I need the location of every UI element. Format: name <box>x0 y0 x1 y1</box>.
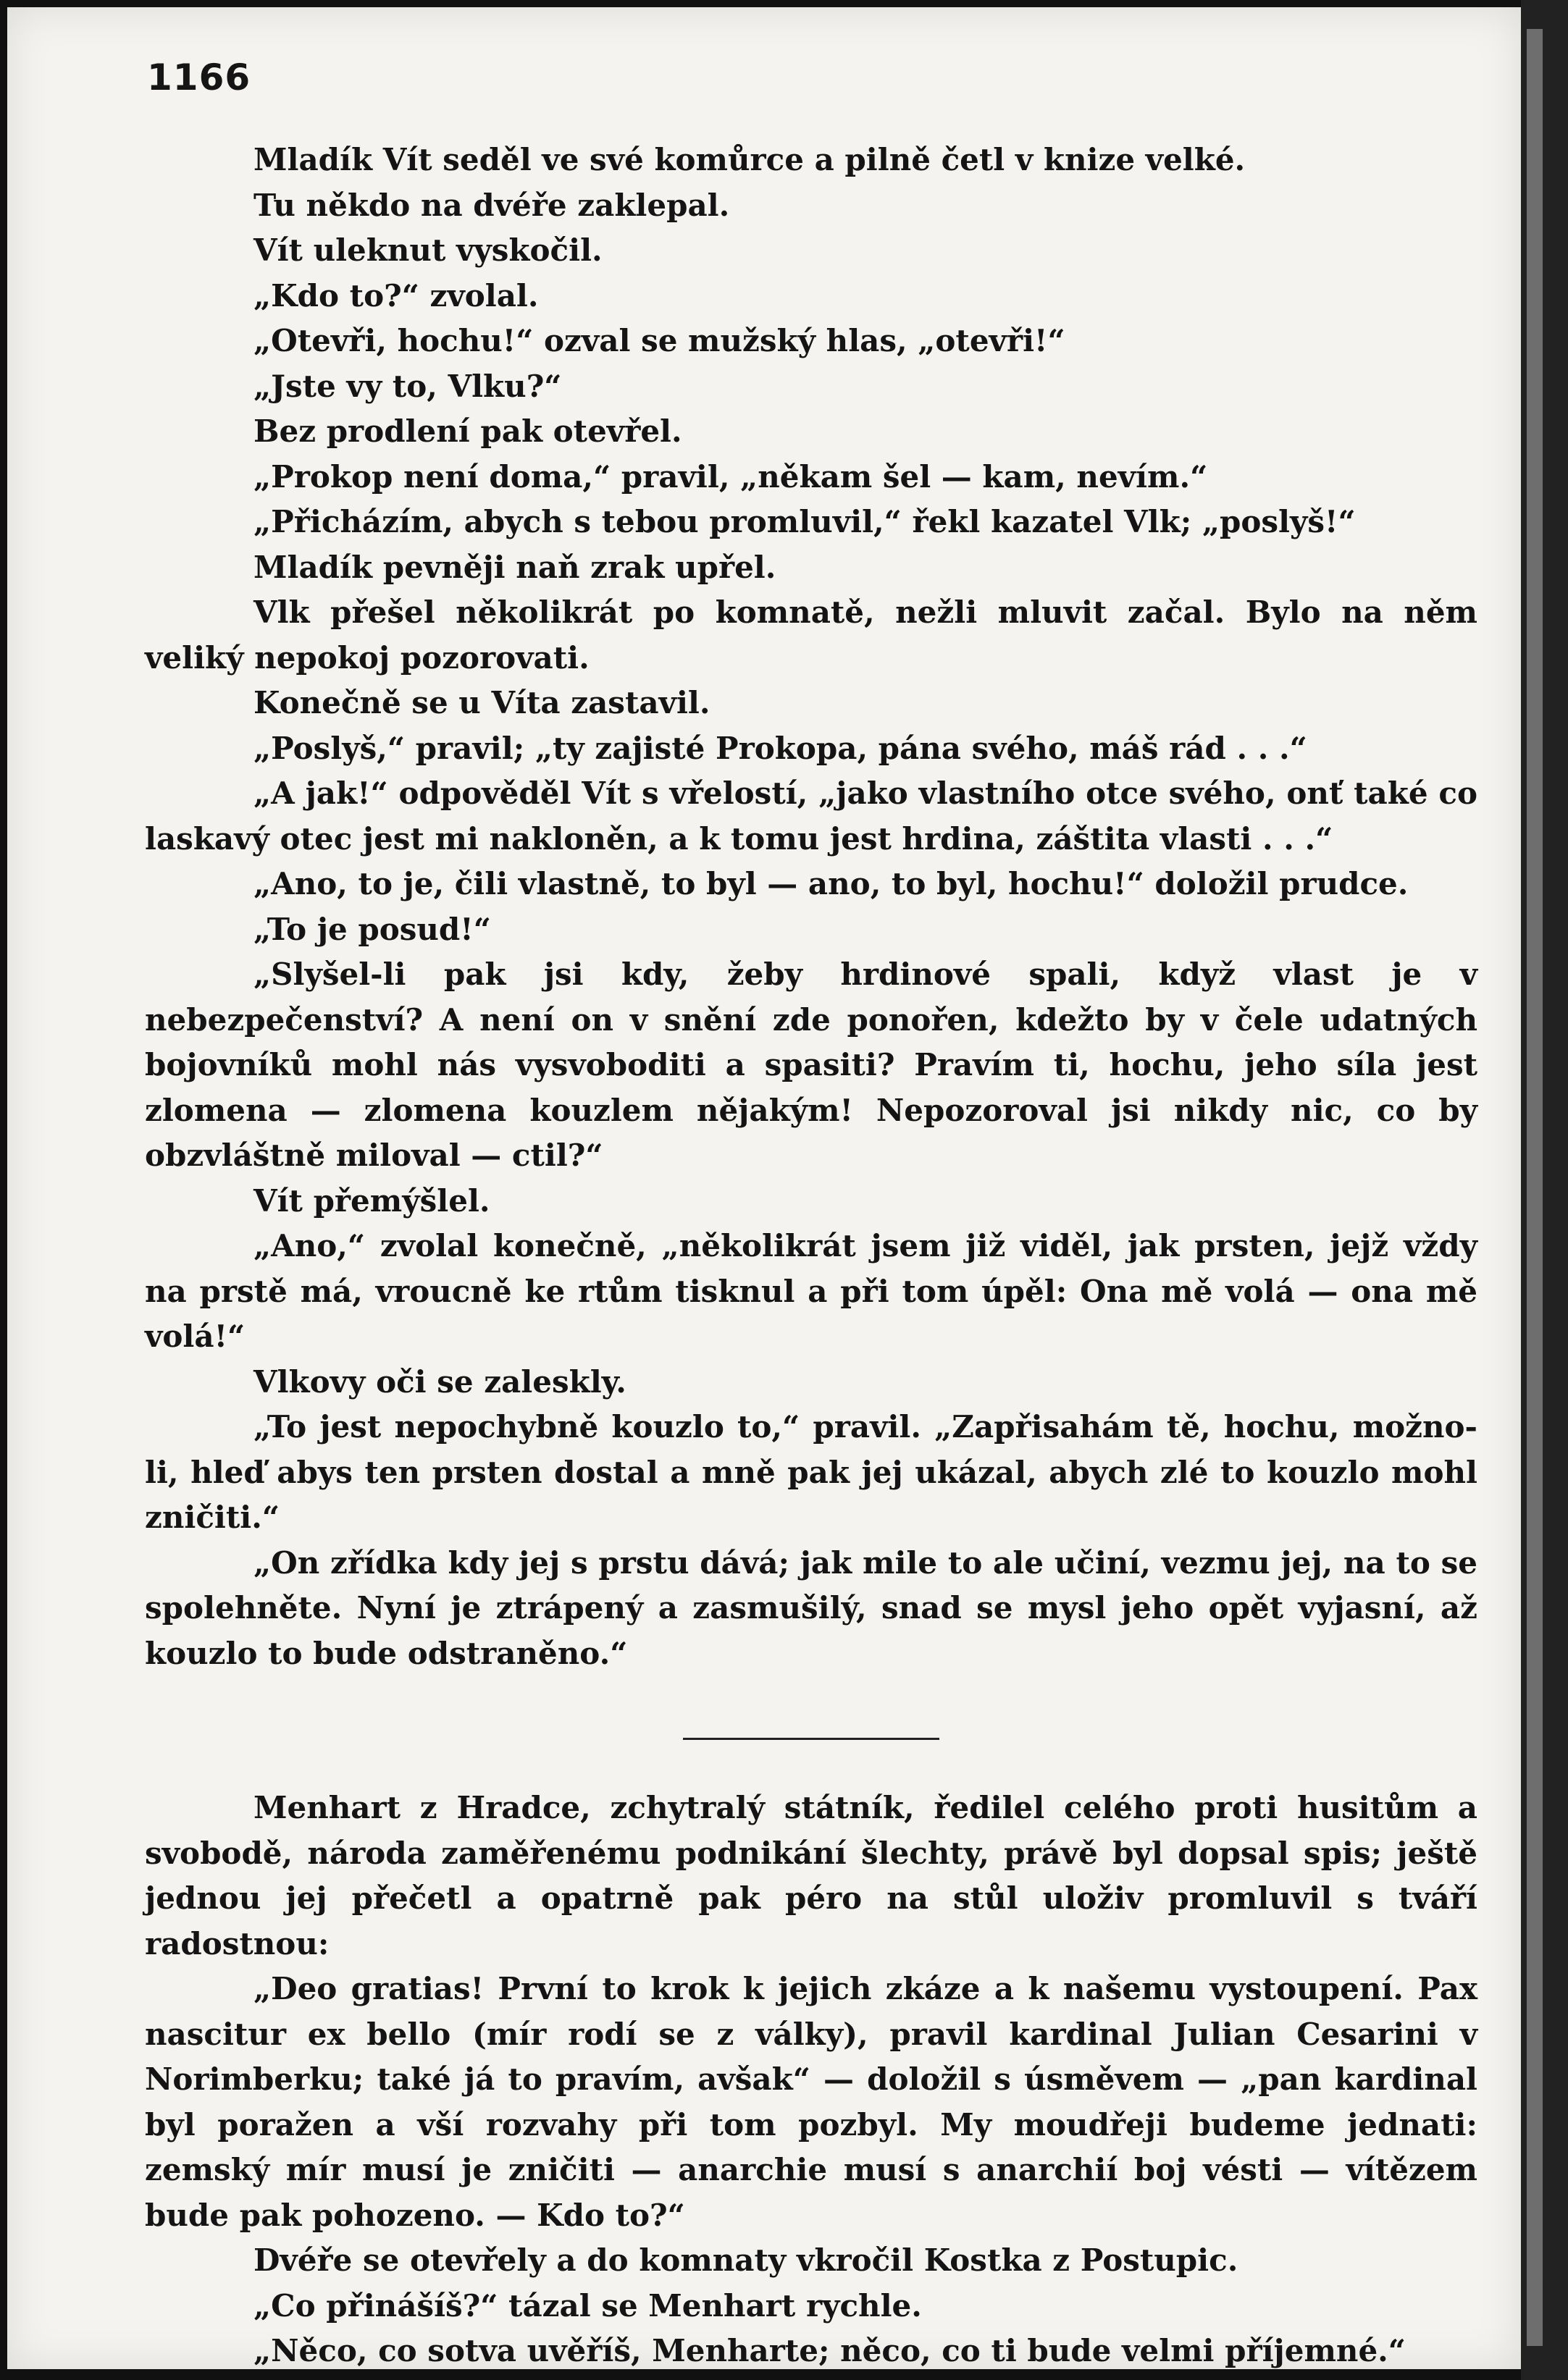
paragraph: „Ano,“ zvolal konečně, „několikrát jsem již viděl, jak prsten, jejž vždy na prstě má, vroucně ke rtům tisknul a při tom úpěl: Ona mě volá — ona mě volá!“ <box>145 1228 1477 1354</box>
paragraph: „Kdo to?“ zvolal. <box>253 277 539 314</box>
paragraph: „Přicházím, abych s tebou promluvil,“ řekl kazatel Vlk; „poslyš!“ <box>253 504 1356 539</box>
paragraph: „Otevři, hochu!“ ozval se mužský hlas, „otevři!“ <box>253 323 1065 358</box>
paragraph: Bez prodlení pak otevřel. <box>253 413 682 449</box>
paragraph: „To je posud!“ <box>253 911 491 947</box>
paragraph: Tu někdo na dvéře zaklepal. <box>253 187 730 223</box>
paragraph: Vít uleknut vyskočil. <box>253 232 603 268</box>
page-number: 1166 <box>147 56 251 98</box>
paragraph: „Jste vy to, Vlku?“ <box>253 368 562 404</box>
paragraph: „To jest nepochybně kouzlo to,“ pravil. „Zapřisahám tě, hochu, možno-li, hleď abys ten prsten dostal a mně pak jej ukázal, abych zlé to kouzlo mohl zničiti.“ <box>145 1409 1477 1535</box>
paragraph: Vlkovy oči se zaleskly. <box>253 1363 626 1400</box>
paragraph: Konečně se u Víta zastavil. <box>253 685 710 720</box>
paragraph: „A jak!“ odpověděl Vít s vřelostí, „jako vlastního otce svého, onť také co laskavý otec jest mi nakloněn, a k tomu jest hrdina, záštita vlasti . . .“ <box>145 775 1477 857</box>
paragraph: „Něco, co sotva uvěříš, Menharte; něco, co ti bude velmi příjemné.“ <box>253 2333 1406 2368</box>
paragraph: Mladík pevněji naň zrak upřel. <box>253 549 776 585</box>
paragraph: „Deo gratias! První to krok k jejich zkáze a k našemu vystoupení. Pax nascitur ex bello (mír rodí se z války), pravil kardinal Julian Cesarini v Norimberku; také já to pravím, avšak“ — doložil s úsměvem — „pan kardinal byl poražen a vší rozvahy při tom pozbyl. My moudřeji budeme jednati: zemský mír musí je zničiti — anarchie musí s anarchií boj vésti — vítězem bude pak pohozeno. — Kdo to?“ <box>145 1971 1477 2233</box>
paragraph: „Poslyš,“ pravil; „ty zajisté Prokopa, pána svého, máš rád . . .“ <box>253 730 1307 766</box>
paragraph: Vlk přešel několikrát po komnatě, nežli mluvit začal. Bylo na něm veliký nepokoj pozorovati. <box>145 594 1477 676</box>
paragraph: Mladík Vít seděl ve své komůrce a pilně četl v knize velké. <box>253 142 1246 177</box>
paragraph: „Prokop není doma,“ pravil, „někam šel — kam, nevím.“ <box>253 458 1208 495</box>
paragraph: „Slyšel-li pak jsi kdy, žeby hrdinové spali, když vlast je v nebezpečenství? A není on v snění zde ponořen, kdežto by v čele udatných bojovníků mohl nás vysvoboditi a spasiti? Pravím ti, hochu, jeho síla jest zlomena — zlomena kouzlem nějakým! Nepozoroval jsi nikdy nic, co by obzvláštně miloval — ctil?“ <box>145 956 1477 1173</box>
paragraph: „Co přinášíš?“ tázal se Menhart rychle. <box>253 2287 922 2324</box>
page-text <box>145 138 1477 2374</box>
paragraph: Dvéře se otevřely a do komnaty vkročil Kostka z Postupic. <box>253 2242 1238 2278</box>
paragraph: „On zřídka kdy jej s prstu dává; jak mile to ale učiní, vezmu jej, na to se spolehněte. Nyní je ztrápený a zasmušilý, snad se mysl jeho opět vyjasní, až kouzlo to bude odstraněno.“ <box>145 1544 1477 1671</box>
scan-page-edge-strip <box>1527 29 1543 2346</box>
paragraph: Vít přemýšlel. <box>253 1182 490 1219</box>
section-divider <box>683 1738 939 1740</box>
paragraph: Menhart z Hradce, zchytralý státník, ředilel celého proti husitům a svobodě, národa zaměřenému podnikání šlechty, právě byl dopsal spis; ještě jednou jej přečetl a opatrně pak péro na stůl uloživ promluvil s tváří radostnou: <box>145 1790 1477 1961</box>
paragraph: „Ano, to je, čili vlastně, to byl — ano, to byl, hochu!“ doložil prudce. <box>253 866 1409 901</box>
